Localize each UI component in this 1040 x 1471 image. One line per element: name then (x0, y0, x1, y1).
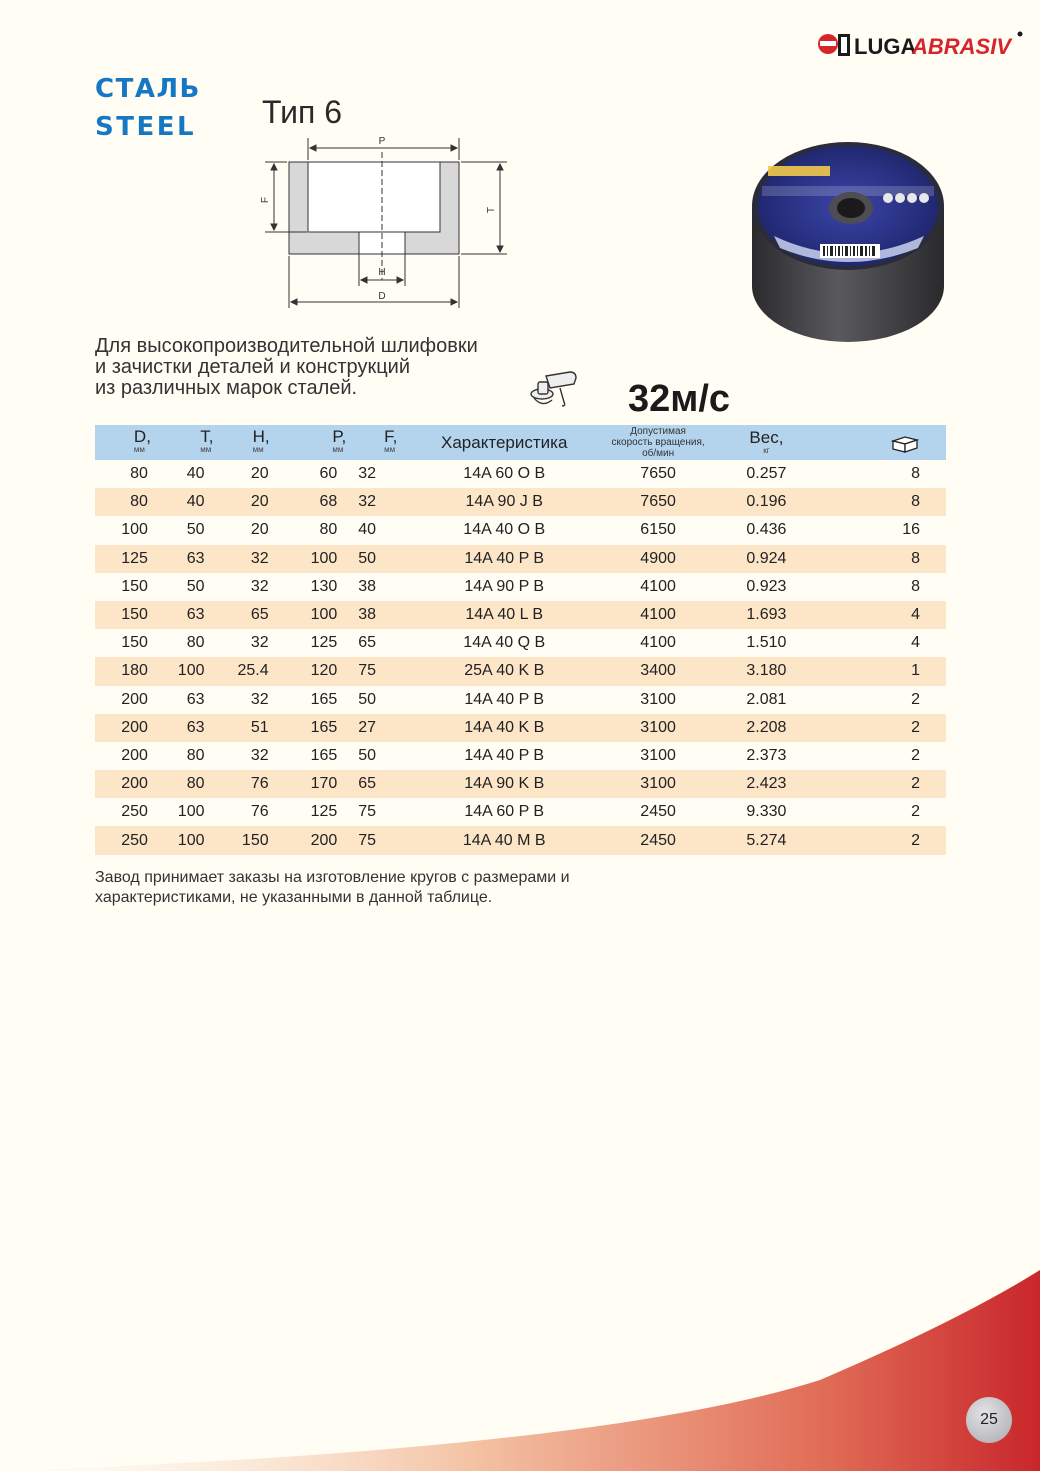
cell-weight: 0.257 (746, 465, 787, 483)
cell-pack: 2 (911, 803, 920, 821)
cell-f: 50 (358, 690, 377, 708)
dim-d-label: D (378, 291, 386, 302)
cell-t: 100 (155, 826, 218, 854)
cell-p: 120 (278, 657, 349, 685)
col-t: T, мм (155, 425, 218, 460)
cell-d: 100 (121, 521, 148, 539)
cell-spec: 14A 90 P B (464, 577, 545, 595)
cell-d: 200 (95, 770, 155, 798)
page-number: 25 (966, 1397, 1012, 1443)
cell-p: 100 (278, 601, 349, 629)
cell-p: 80 (319, 521, 338, 539)
cell-h: 51 (218, 714, 278, 742)
cell-h: 76 (250, 803, 269, 821)
col-speed: Допустимая скорость вращения, об/мин (607, 425, 709, 460)
angle-grinder-icon (528, 368, 580, 412)
box-icon (890, 433, 920, 453)
cell-h: 20 (250, 465, 269, 483)
cell-spec: 14A 40 Q B (463, 634, 546, 652)
cell-speed: 3400 (607, 657, 709, 685)
cell-h: 32 (218, 545, 278, 573)
cell-p: 130 (310, 577, 338, 595)
cell-h: 76 (218, 770, 278, 798)
cell-t: 80 (155, 770, 218, 798)
cell-speed: 3100 (607, 714, 709, 742)
table-row (95, 657, 946, 685)
decorative-swoosh (0, 1250, 1040, 1471)
col-h: H, мм (218, 425, 278, 460)
cell-speed: 3100 (607, 770, 709, 798)
cell-h: 32 (250, 746, 269, 764)
cell-weight: 1.693 (709, 601, 824, 629)
cell-d: 200 (121, 746, 148, 764)
description (95, 336, 478, 399)
cell-h: 150 (218, 826, 278, 854)
order-note (95, 868, 570, 908)
table-row (95, 770, 946, 798)
cell-f: 40 (358, 521, 377, 539)
cell-d: 80 (130, 465, 148, 483)
cell-weight: 9.330 (746, 803, 787, 821)
col-p: P, мм (278, 425, 349, 460)
table-row (95, 714, 946, 742)
col-d: D, мм (95, 425, 155, 460)
note-line: Завод принимает заказы на изготовление кругов с размерами и (95, 869, 570, 886)
logo-text-right: ABRASIV (912, 34, 1012, 59)
col-spec: Характеристика (401, 425, 607, 460)
cell-pack: 8 (824, 545, 946, 573)
cell-pack: 8 (911, 465, 920, 483)
cell-d: 150 (121, 634, 148, 652)
technical-drawing (255, 130, 515, 310)
cell-f: 50 (348, 545, 401, 573)
cell-pack: 4 (824, 601, 946, 629)
cell-t: 50 (186, 521, 205, 539)
cell-speed: 7650 (607, 488, 709, 516)
cell-f: 75 (348, 826, 401, 854)
cell-speed: 3100 (640, 746, 676, 764)
dim-t-label: T (486, 206, 497, 214)
cell-d: 250 (121, 803, 148, 821)
cell-speed: 2450 (640, 803, 676, 821)
cell-p: 200 (278, 826, 349, 854)
cell-t: 63 (155, 714, 218, 742)
col-weight: Вес, кг (709, 425, 824, 460)
cell-p: 125 (310, 634, 338, 652)
cell-pack: 8 (911, 577, 920, 595)
cell-speed: 4900 (607, 545, 709, 573)
cell-weight: 5.274 (709, 826, 824, 854)
cell-speed: 4100 (640, 577, 676, 595)
cell-d: 200 (121, 690, 148, 708)
description-line: Для высокопроизводительной шлифовки (95, 335, 478, 357)
table-row (95, 516, 946, 544)
cell-h: 20 (218, 488, 278, 516)
category-title-ru: СТАЛЬ (95, 74, 201, 104)
description-line: из различных марок сталей. (95, 377, 358, 399)
cell-speed: 7650 (640, 465, 676, 483)
cell-spec: 14A 40 O B (463, 521, 546, 539)
max-speed: 32м/с (628, 378, 731, 420)
note-line: характеристиками, не указанными в данной таблице. (95, 889, 493, 906)
cell-pack: 2 (824, 826, 946, 854)
cell-spec: 25A 40 K B (401, 657, 607, 685)
cell-pack: 16 (902, 521, 920, 539)
cell-f: 32 (358, 465, 377, 483)
cell-d: 200 (95, 714, 155, 742)
cell-h: 65 (218, 601, 278, 629)
cell-pack: 4 (911, 634, 920, 652)
cell-f: 38 (358, 577, 377, 595)
cell-t: 80 (186, 746, 205, 764)
cell-spec: 14A 40 L B (401, 601, 607, 629)
cell-speed: 3100 (640, 690, 676, 708)
cell-h: 25.4 (218, 657, 278, 685)
cell-t: 80 (186, 634, 205, 652)
logo-text-left: LUGA (854, 34, 917, 59)
brand-logo (816, 28, 1026, 62)
cell-weight: 2.081 (746, 690, 787, 708)
cell-t: 63 (186, 690, 205, 708)
dim-h-label: H (378, 267, 386, 278)
cell-weight: 2.373 (746, 746, 787, 764)
cell-t: 63 (155, 545, 218, 573)
cell-pack: 2 (824, 714, 946, 742)
spec-table (95, 425, 946, 855)
cell-pack: 2 (911, 746, 920, 764)
cell-speed: 6150 (640, 521, 676, 539)
cell-d: 80 (95, 488, 155, 516)
table-header-row (95, 425, 946, 460)
dim-f-label: F (260, 196, 271, 204)
cell-spec: 14A 40 K B (401, 714, 607, 742)
cell-p: 170 (278, 770, 349, 798)
cell-p: 100 (278, 545, 349, 573)
cell-p: 165 (310, 690, 338, 708)
category-title-en: STEEL (95, 112, 197, 142)
cell-f: 75 (348, 657, 401, 685)
cell-d: 150 (121, 577, 148, 595)
table-row (95, 826, 946, 854)
cell-spec: 14A 40 P B (464, 690, 545, 708)
cell-d: 150 (95, 601, 155, 629)
cell-p: 68 (278, 488, 349, 516)
cell-weight: 3.180 (709, 657, 824, 685)
table-row (95, 488, 946, 516)
cell-weight: 0.196 (709, 488, 824, 516)
cell-f: 38 (348, 601, 401, 629)
cell-spec: 14A 40 M B (401, 826, 607, 854)
col-f: F, мм (348, 425, 401, 460)
cell-t: 63 (155, 601, 218, 629)
cell-h: 32 (250, 690, 269, 708)
cell-speed: 4100 (607, 601, 709, 629)
cell-pack: 8 (824, 488, 946, 516)
cell-weight: 2.423 (709, 770, 824, 798)
product-photo (748, 136, 948, 346)
cell-spec: 14A 60 O B (463, 465, 546, 483)
cell-speed: 4100 (640, 634, 676, 652)
cell-p: 125 (310, 803, 338, 821)
cell-speed: 2450 (607, 826, 709, 854)
table-row (95, 742, 946, 770)
cell-d: 180 (95, 657, 155, 685)
cell-t: 40 (155, 488, 218, 516)
cell-pack: 1 (824, 657, 946, 685)
cell-weight: 0.923 (746, 577, 787, 595)
cell-h: 20 (250, 521, 269, 539)
cell-f: 27 (348, 714, 401, 742)
cell-spec: 14A 90 J B (401, 488, 607, 516)
col-pack (824, 425, 946, 460)
cell-f: 75 (358, 803, 377, 821)
cell-weight: 0.924 (709, 545, 824, 573)
cell-f: 65 (348, 770, 401, 798)
cell-d: 125 (95, 545, 155, 573)
cell-spec: 14A 40 P B (401, 545, 607, 573)
cell-spec: 14A 40 P B (464, 746, 545, 764)
cell-f: 32 (348, 488, 401, 516)
cell-spec: 14A 60 P B (464, 803, 545, 821)
table-row (95, 686, 946, 714)
cell-t: 100 (155, 657, 218, 685)
table-row (95, 545, 946, 573)
cell-pack: 2 (911, 690, 920, 708)
cell-d: 250 (95, 826, 155, 854)
cell-p: 165 (310, 746, 338, 764)
description-line: и зачистки деталей и конструкций (95, 356, 410, 378)
table-row (95, 601, 946, 629)
cell-spec: 14A 90 K B (401, 770, 607, 798)
cell-weight: 0.436 (746, 521, 787, 539)
cell-t: 100 (177, 803, 205, 821)
table-row (95, 798, 946, 826)
cell-weight: 1.510 (746, 634, 787, 652)
cell-weight: 2.208 (709, 714, 824, 742)
cell-h: 32 (250, 577, 269, 595)
cell-p: 60 (319, 465, 338, 483)
cell-p: 165 (278, 714, 349, 742)
cell-pack: 2 (824, 770, 946, 798)
cell-h: 32 (250, 634, 269, 652)
cell-t: 50 (186, 577, 205, 595)
type-title: Тип 6 (262, 94, 343, 130)
table-row (95, 460, 946, 488)
cell-f: 50 (358, 746, 377, 764)
cell-t: 40 (186, 465, 205, 483)
dim-p-label: P (378, 136, 386, 147)
cell-f: 65 (358, 634, 377, 652)
table-row (95, 629, 946, 657)
table-row (95, 573, 946, 601)
